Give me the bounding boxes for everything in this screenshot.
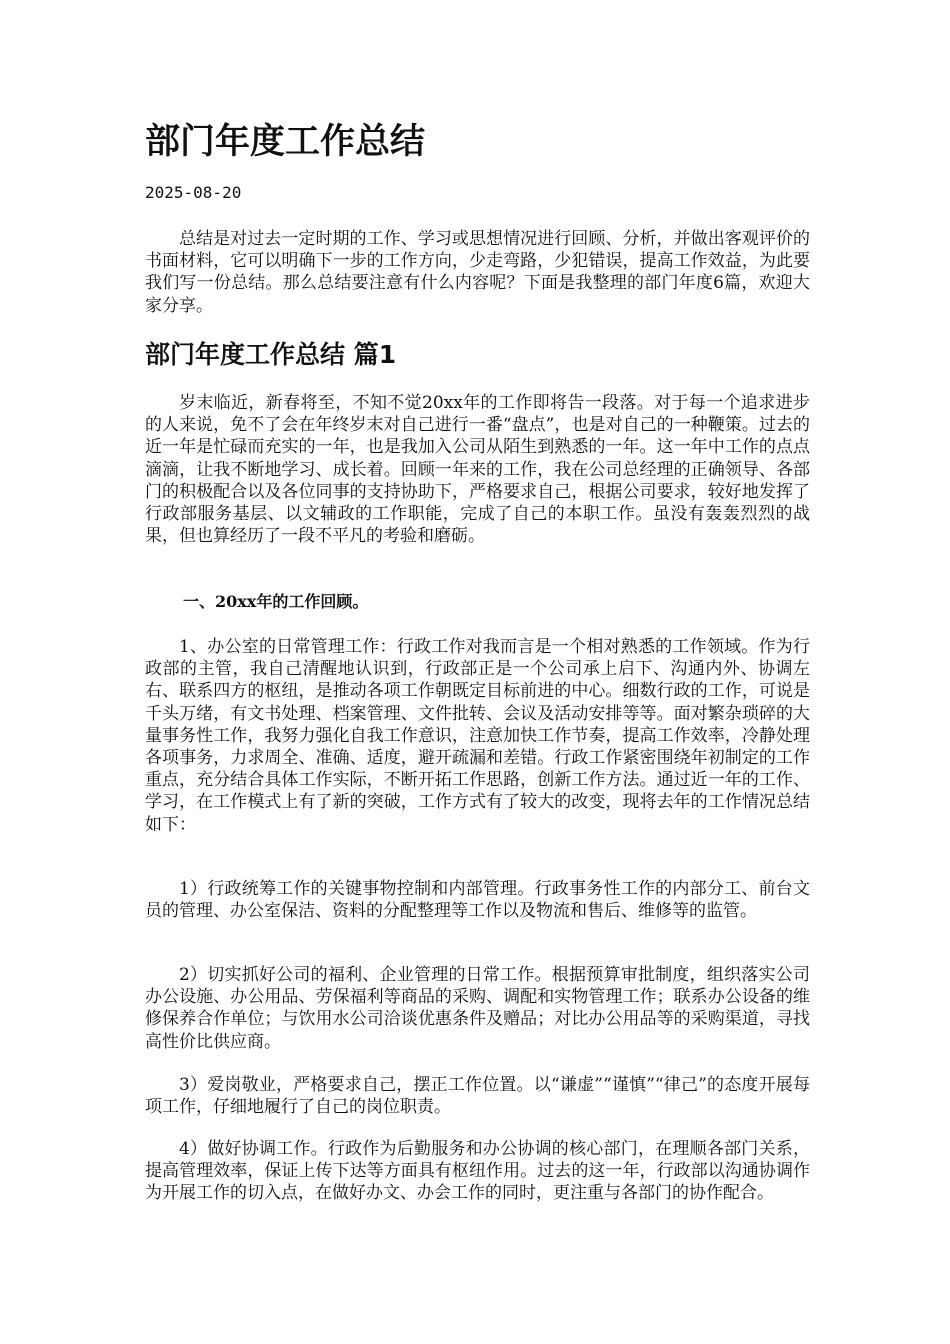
paragraph-item-2: 2）切实抓好公司的福利、企业管理的日常工作。根据预算审批制度，组织落实公司办公设施、办公用品、劳保福利等商品的采购、调配和实物管理工作；联系办公设备的维修保养合作单位；与饮用水公司洽谈优惠条件及赠品；对比办公用品等的采购渠道，寻找高性价比供应商。	[145, 965, 810, 1052]
paragraph-item-4: 4）做好协调工作。行政作为后勤服务和办公协调的核心部门，在理顺各部门关系，提高管理效率，保证上传下达等方面具有枢纽作用。过去的这一年，行政部以沟通协调作为开展工作的切入点，在做好办文、办会工作的同时，更注重与各部门的协作配合。	[145, 1139, 810, 1204]
paragraph-item-3: 3）爱岗敬业，严格要求自己，摆正工作位置。以“谦虚”“谨慎”“律己”的态度开展每项工作，仔细地履行了自己的岗位职责。	[145, 1075, 810, 1118]
paragraph-item-1: 1）行政统筹工作的关键事物控制和内部管理。行政事务性工作的内部分工、前台文员的管理、办公室保洁、资料的分配整理等工作以及物流和售后、维修等的监管。	[145, 879, 810, 922]
paragraph-opening: 岁末临近，新春将至，不知不觉20xx年的工作即将告一段落。对于每一个追求进步的人来说，免不了会在年终岁末对自己进行一番“盘点”，也是对自己的一种鞭策。过去的近一年是忙碌而充实的一年，也是我加入公司从陌生到熟悉的一年。这一年中工作的点点滴滴，让我不断地学习、成长着。回顾一年来的工作，我在公司总经理的正确领导、各部门的积极配合以及各位同事的支持协助下，严格要求自己，根据公司要求，较好地发挥了行政部服务基层、以文辅政的工作职能，完成了自己的本职工作。虽没有轰轰烈烈的战果，但也算经历了一段不平凡的考验和磨砺。	[145, 393, 810, 547]
subheading-work-review: 一、20xx年的工作回顾。	[183, 592, 369, 611]
intro-paragraph: 总结是对过去一定时期的工作、学习或思想情况进行回顾、分析，并做出客观评价的书面材料，它可以明确下一步的工作方向，少走弯路，少犯错误，提高工作效益，为此要我们写一份总结。那么总结要注意有什么内容呢？下面是我整理的部门年度6篇，欢迎大家分享。	[145, 229, 810, 316]
document-date: 2025-08-20	[145, 183, 242, 202]
section-title: 部门年度工作总结 篇1	[145, 340, 397, 369]
paragraph-office-management: 1、办公室的日常管理工作：行政工作对我而言是一个相对熟悉的工作领域。作为行政部的主管，我自己清醒地认识到，行政部正是一个公司承上启下、沟通内外、协调左右、联系四方的枢纽，是推动各项工作朝既定目标前进的中心。细数行政的工作，可说是千头万绪，有文书处理、档案管理、文件批转、会议及活动安排等等。面对繁杂琐碎的大量事务性工作，我努力强化自我工作意识，注意加快工作节奏，提高工作效率，冷静处理各项事务，力求周全、准确、适度，避开疏漏和差错。行政工作紧密围绕年初制定的工作重点，充分结合具体工作实际，不断开拓工作思路，创新工作方法。通过近一年的工作、学习，在工作模式上有了新的突破，工作方式有了较大的改变，现将去年的工作情况总结如下：	[145, 637, 810, 835]
document-title: 部门年度工作总结	[145, 122, 426, 162]
